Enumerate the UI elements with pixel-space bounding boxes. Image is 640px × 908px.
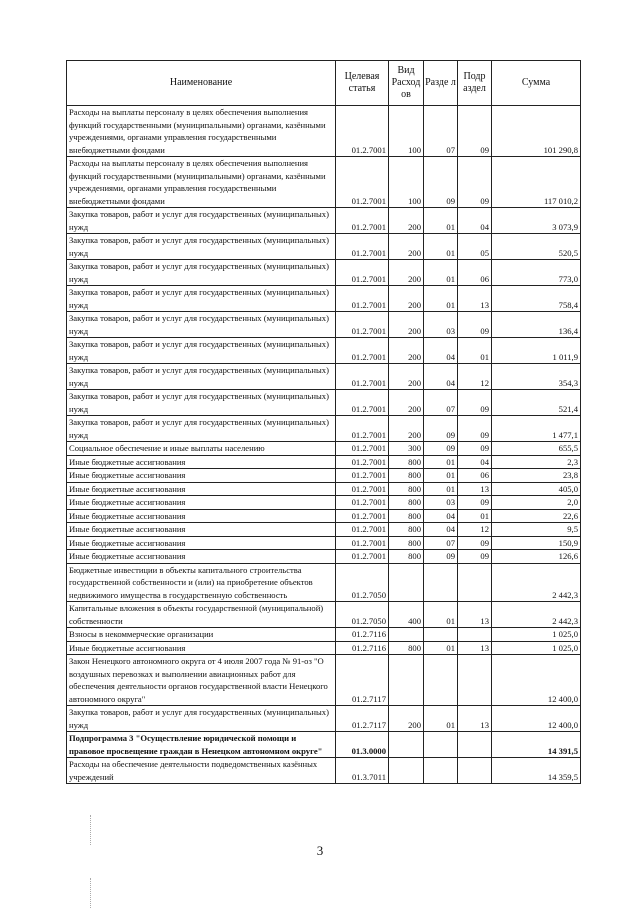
row-target-article: 01.2.7001 — [336, 234, 389, 260]
margin-mark — [90, 815, 92, 845]
row-name: Иные бюджетные ассигнования — [67, 469, 336, 483]
table-row — [67, 157, 581, 208]
row-target-article: 01.2.7001 — [336, 338, 389, 364]
row-name: Расходы на обеспечение деятельности подведомственных казённых учреждений — [67, 758, 336, 784]
row-name: Закупка товаров, работ и услуг для государственных (муниципальных) нужд — [67, 208, 336, 234]
table-row — [67, 364, 581, 390]
table-row — [67, 628, 581, 642]
table-row — [67, 655, 581, 706]
row-expense-type: 800 — [389, 523, 424, 537]
row-sum: 136,4 — [492, 312, 581, 338]
row-subsection — [458, 758, 492, 784]
row-section: 07 — [424, 106, 458, 157]
row-name: Расходы на выплаты персоналу в целях обеспечения выполнения функций государственными (муниципальными) органами, казёнными учреждениями, органами управления государственными внебюджетными фондами — [67, 157, 336, 208]
row-subsection: 01 — [458, 338, 492, 364]
row-subsection: 09 — [458, 106, 492, 157]
row-subsection: 12 — [458, 364, 492, 390]
budget-table — [66, 60, 581, 784]
header-name: Наименование — [67, 61, 336, 106]
row-expense-type: 200 — [389, 286, 424, 312]
row-section — [424, 732, 458, 758]
row-name: Закупка товаров, работ и услуг для государственных (муниципальных) нужд — [67, 260, 336, 286]
row-section — [424, 655, 458, 706]
row-target-article: 01.2.7050 — [336, 602, 389, 628]
row-section: 01 — [424, 469, 458, 483]
table-row — [67, 208, 581, 234]
row-expense-type: 800 — [389, 469, 424, 483]
row-name: Подпрограмма 3 "Осуществление юридической помощи и правовое просвещение граждан в Ненецком автономном округе" — [67, 732, 336, 758]
row-subsection: 13 — [458, 706, 492, 732]
row-subsection: 09 — [458, 536, 492, 550]
row-expense-type: 200 — [389, 390, 424, 416]
row-name: Закупка товаров, работ и услуг для государственных (муниципальных) нужд — [67, 312, 336, 338]
row-target-article: 01.2.7001 — [336, 312, 389, 338]
page-number: 3 — [316, 843, 324, 858]
row-section: 01 — [424, 286, 458, 312]
row-section — [424, 758, 458, 784]
row-target-article: 01.2.7001 — [336, 550, 389, 564]
row-sum: 1 477,1 — [492, 416, 581, 442]
row-subsection: 09 — [458, 157, 492, 208]
row-sum: 101 290,8 — [492, 106, 581, 157]
row-target-article: 01.2.7001 — [336, 208, 389, 234]
row-expense-type: 200 — [389, 338, 424, 364]
row-section: 04 — [424, 338, 458, 364]
row-sum: 23,8 — [492, 469, 581, 483]
row-expense-type: 100 — [389, 157, 424, 208]
row-sum: 1 025,0 — [492, 628, 581, 642]
row-subsection: 06 — [458, 469, 492, 483]
row-target-article: 01.3.0000 — [336, 732, 389, 758]
row-target-article: 01.2.7001 — [336, 509, 389, 523]
row-sum: 22,6 — [492, 509, 581, 523]
header-section: Разде л — [424, 61, 458, 106]
row-sum: 354,3 — [492, 364, 581, 390]
row-name: Взносы в некоммерческие организации — [67, 628, 336, 642]
row-expense-type — [389, 655, 424, 706]
row-name: Закон Ненецкого автономного округа от 4 июля 2007 года № 91-оз "О воздушных перевозках и выполнении авиационных работ для обеспечения деятельности органов государственной власти Ненецкого автономного округа" — [67, 655, 336, 706]
row-expense-type: 300 — [389, 442, 424, 456]
row-name: Иные бюджетные ассигнования — [67, 641, 336, 655]
table-row — [67, 455, 581, 469]
row-target-article: 01.2.7001 — [336, 496, 389, 510]
row-expense-type: 200 — [389, 234, 424, 260]
row-subsection: 09 — [458, 416, 492, 442]
row-sum: 14 391,5 — [492, 732, 581, 758]
row-target-article: 01.2.7001 — [336, 286, 389, 312]
table-row — [67, 260, 581, 286]
margin-mark — [90, 878, 92, 908]
row-subsection: 12 — [458, 523, 492, 537]
row-target-article: 01.2.7001 — [336, 455, 389, 469]
header-subsection: Подр аздел — [458, 61, 492, 106]
row-expense-type: 800 — [389, 536, 424, 550]
row-sum: 126,6 — [492, 550, 581, 564]
row-section — [424, 628, 458, 642]
row-expense-type: 200 — [389, 706, 424, 732]
row-section: 09 — [424, 157, 458, 208]
header-sum: Сумма — [492, 61, 581, 106]
row-name: Иные бюджетные ассигнования — [67, 496, 336, 510]
row-sum: 12 400,0 — [492, 706, 581, 732]
row-name: Закупка товаров, работ и услуг для государственных (муниципальных) нужд — [67, 416, 336, 442]
header-expense-type: Вид Расход ов — [389, 61, 424, 106]
table-row — [67, 106, 581, 157]
row-section: 07 — [424, 390, 458, 416]
row-subsection — [458, 628, 492, 642]
row-sum: 12 400,0 — [492, 655, 581, 706]
row-target-article: 01.2.7117 — [336, 655, 389, 706]
row-name: Закупка товаров, работ и услуг для государственных (муниципальных) нужд — [67, 390, 336, 416]
row-expense-type: 800 — [389, 496, 424, 510]
row-name: Закупка товаров, работ и услуг для государственных (муниципальных) нужд — [67, 706, 336, 732]
row-target-article: 01.2.7001 — [336, 260, 389, 286]
row-sum: 9,5 — [492, 523, 581, 537]
row-sum: 521,4 — [492, 390, 581, 416]
row-expense-type: 100 — [389, 106, 424, 157]
row-target-article: 01.2.7001 — [336, 442, 389, 456]
row-target-article: 01.3.7011 — [336, 758, 389, 784]
row-sum: 1 025,0 — [492, 641, 581, 655]
row-subsection: 09 — [458, 442, 492, 456]
row-sum: 655,5 — [492, 442, 581, 456]
row-section: 09 — [424, 416, 458, 442]
table-row — [67, 416, 581, 442]
row-section: 03 — [424, 496, 458, 510]
table-row — [67, 496, 581, 510]
row-name: Иные бюджетные ассигнования — [67, 550, 336, 564]
row-target-article: 01.2.7001 — [336, 157, 389, 208]
row-subsection — [458, 732, 492, 758]
row-subsection: 04 — [458, 455, 492, 469]
row-sum: 14 359,5 — [492, 758, 581, 784]
table-row — [67, 482, 581, 496]
row-section: 01 — [424, 455, 458, 469]
table-row — [67, 234, 581, 260]
row-expense-type — [389, 563, 424, 602]
row-section: 07 — [424, 536, 458, 550]
header-target-article: Целевая статья — [336, 61, 389, 106]
row-name: Закупка товаров, работ и услуг для государственных (муниципальных) нужд — [67, 338, 336, 364]
row-sum: 1 011,9 — [492, 338, 581, 364]
row-subsection — [458, 563, 492, 602]
row-expense-type: 800 — [389, 509, 424, 523]
row-name: Капитальные вложения в объекты государственной (муниципальной) собственности — [67, 602, 336, 628]
row-section: 01 — [424, 706, 458, 732]
row-name: Иные бюджетные ассигнования — [67, 509, 336, 523]
row-name: Иные бюджетные ассигнования — [67, 536, 336, 550]
table-row — [67, 706, 581, 732]
table-row — [67, 732, 581, 758]
row-target-article: 01.2.7117 — [336, 706, 389, 732]
row-target-article: 01.2.7116 — [336, 628, 389, 642]
row-sum: 2,3 — [492, 455, 581, 469]
row-section: 01 — [424, 234, 458, 260]
row-expense-type: 800 — [389, 482, 424, 496]
row-subsection: 05 — [458, 234, 492, 260]
row-expense-type: 800 — [389, 455, 424, 469]
row-subsection — [458, 655, 492, 706]
row-subsection: 13 — [458, 286, 492, 312]
table-row — [67, 338, 581, 364]
table-row — [67, 286, 581, 312]
table-row — [67, 550, 581, 564]
row-subsection: 01 — [458, 509, 492, 523]
row-section: 04 — [424, 509, 458, 523]
table-row — [67, 509, 581, 523]
row-subsection: 04 — [458, 208, 492, 234]
row-sum: 2 442,3 — [492, 563, 581, 602]
row-subsection: 09 — [458, 496, 492, 510]
row-name: Закупка товаров, работ и услуг для государственных (муниципальных) нужд — [67, 234, 336, 260]
row-target-article: 01.2.7001 — [336, 106, 389, 157]
row-section: 01 — [424, 641, 458, 655]
row-sum: 520,5 — [492, 234, 581, 260]
row-section — [424, 563, 458, 602]
row-section: 09 — [424, 442, 458, 456]
row-name: Иные бюджетные ассигнования — [67, 455, 336, 469]
row-section: 04 — [424, 364, 458, 390]
row-expense-type — [389, 758, 424, 784]
row-name: Расходы на выплаты персоналу в целях обеспечения выполнения функций государственными (муниципальными) органами, казёнными учреждениями, органами управления государственными внебюджетными фондами — [67, 106, 336, 157]
row-subsection: 09 — [458, 390, 492, 416]
table-row — [67, 312, 581, 338]
row-section: 04 — [424, 523, 458, 537]
row-sum: 405,0 — [492, 482, 581, 496]
row-section: 01 — [424, 602, 458, 628]
row-subsection: 13 — [458, 641, 492, 655]
row-expense-type: 800 — [389, 641, 424, 655]
row-sum: 2 442,3 — [492, 602, 581, 628]
row-expense-type: 200 — [389, 312, 424, 338]
row-sum: 3 073,9 — [492, 208, 581, 234]
table-header-row — [67, 61, 581, 106]
table-row — [67, 523, 581, 537]
row-expense-type: 200 — [389, 416, 424, 442]
row-target-article: 01.2.7001 — [336, 536, 389, 550]
row-name: Иные бюджетные ассигнования — [67, 482, 336, 496]
row-sum: 117 010,2 — [492, 157, 581, 208]
row-subsection: 06 — [458, 260, 492, 286]
table-row — [67, 536, 581, 550]
table-row — [67, 602, 581, 628]
row-name: Закупка товаров, работ и услуг для государственных (муниципальных) нужд — [67, 286, 336, 312]
row-target-article: 01.2.7050 — [336, 563, 389, 602]
row-section: 01 — [424, 482, 458, 496]
row-sum: 150,9 — [492, 536, 581, 550]
row-name: Закупка товаров, работ и услуг для государственных (муниципальных) нужд — [67, 364, 336, 390]
row-subsection: 13 — [458, 482, 492, 496]
row-subsection: 09 — [458, 312, 492, 338]
row-name: Бюджетные инвестиции в объекты капитального строительства государственной собственности и (или) на приобретение объектов недвижимого имущества в государственную собственность — [67, 563, 336, 602]
row-sum: 773,0 — [492, 260, 581, 286]
row-sum: 758,4 — [492, 286, 581, 312]
row-section: 03 — [424, 312, 458, 338]
row-expense-type — [389, 628, 424, 642]
row-target-article: 01.2.7001 — [336, 364, 389, 390]
row-name: Иные бюджетные ассигнования — [67, 523, 336, 537]
table-row — [67, 758, 581, 784]
table-row — [67, 641, 581, 655]
row-target-article: 01.2.7001 — [336, 390, 389, 416]
row-expense-type: 800 — [389, 550, 424, 564]
row-subsection: 09 — [458, 550, 492, 564]
row-target-article: 01.2.7116 — [336, 641, 389, 655]
row-expense-type — [389, 732, 424, 758]
row-expense-type: 200 — [389, 260, 424, 286]
row-expense-type: 400 — [389, 602, 424, 628]
row-expense-type: 200 — [389, 208, 424, 234]
row-sum: 2,0 — [492, 496, 581, 510]
table-row — [67, 442, 581, 456]
table-row — [67, 469, 581, 483]
row-target-article: 01.2.7001 — [336, 416, 389, 442]
row-target-article: 01.2.7001 — [336, 469, 389, 483]
row-section: 01 — [424, 260, 458, 286]
table-row — [67, 390, 581, 416]
row-section: 01 — [424, 208, 458, 234]
table-row — [67, 563, 581, 602]
row-target-article: 01.2.7001 — [336, 482, 389, 496]
row-section: 09 — [424, 550, 458, 564]
row-target-article: 01.2.7001 — [336, 523, 389, 537]
row-subsection: 13 — [458, 602, 492, 628]
row-name: Социальное обеспечение и иные выплаты населению — [67, 442, 336, 456]
row-expense-type: 200 — [389, 364, 424, 390]
